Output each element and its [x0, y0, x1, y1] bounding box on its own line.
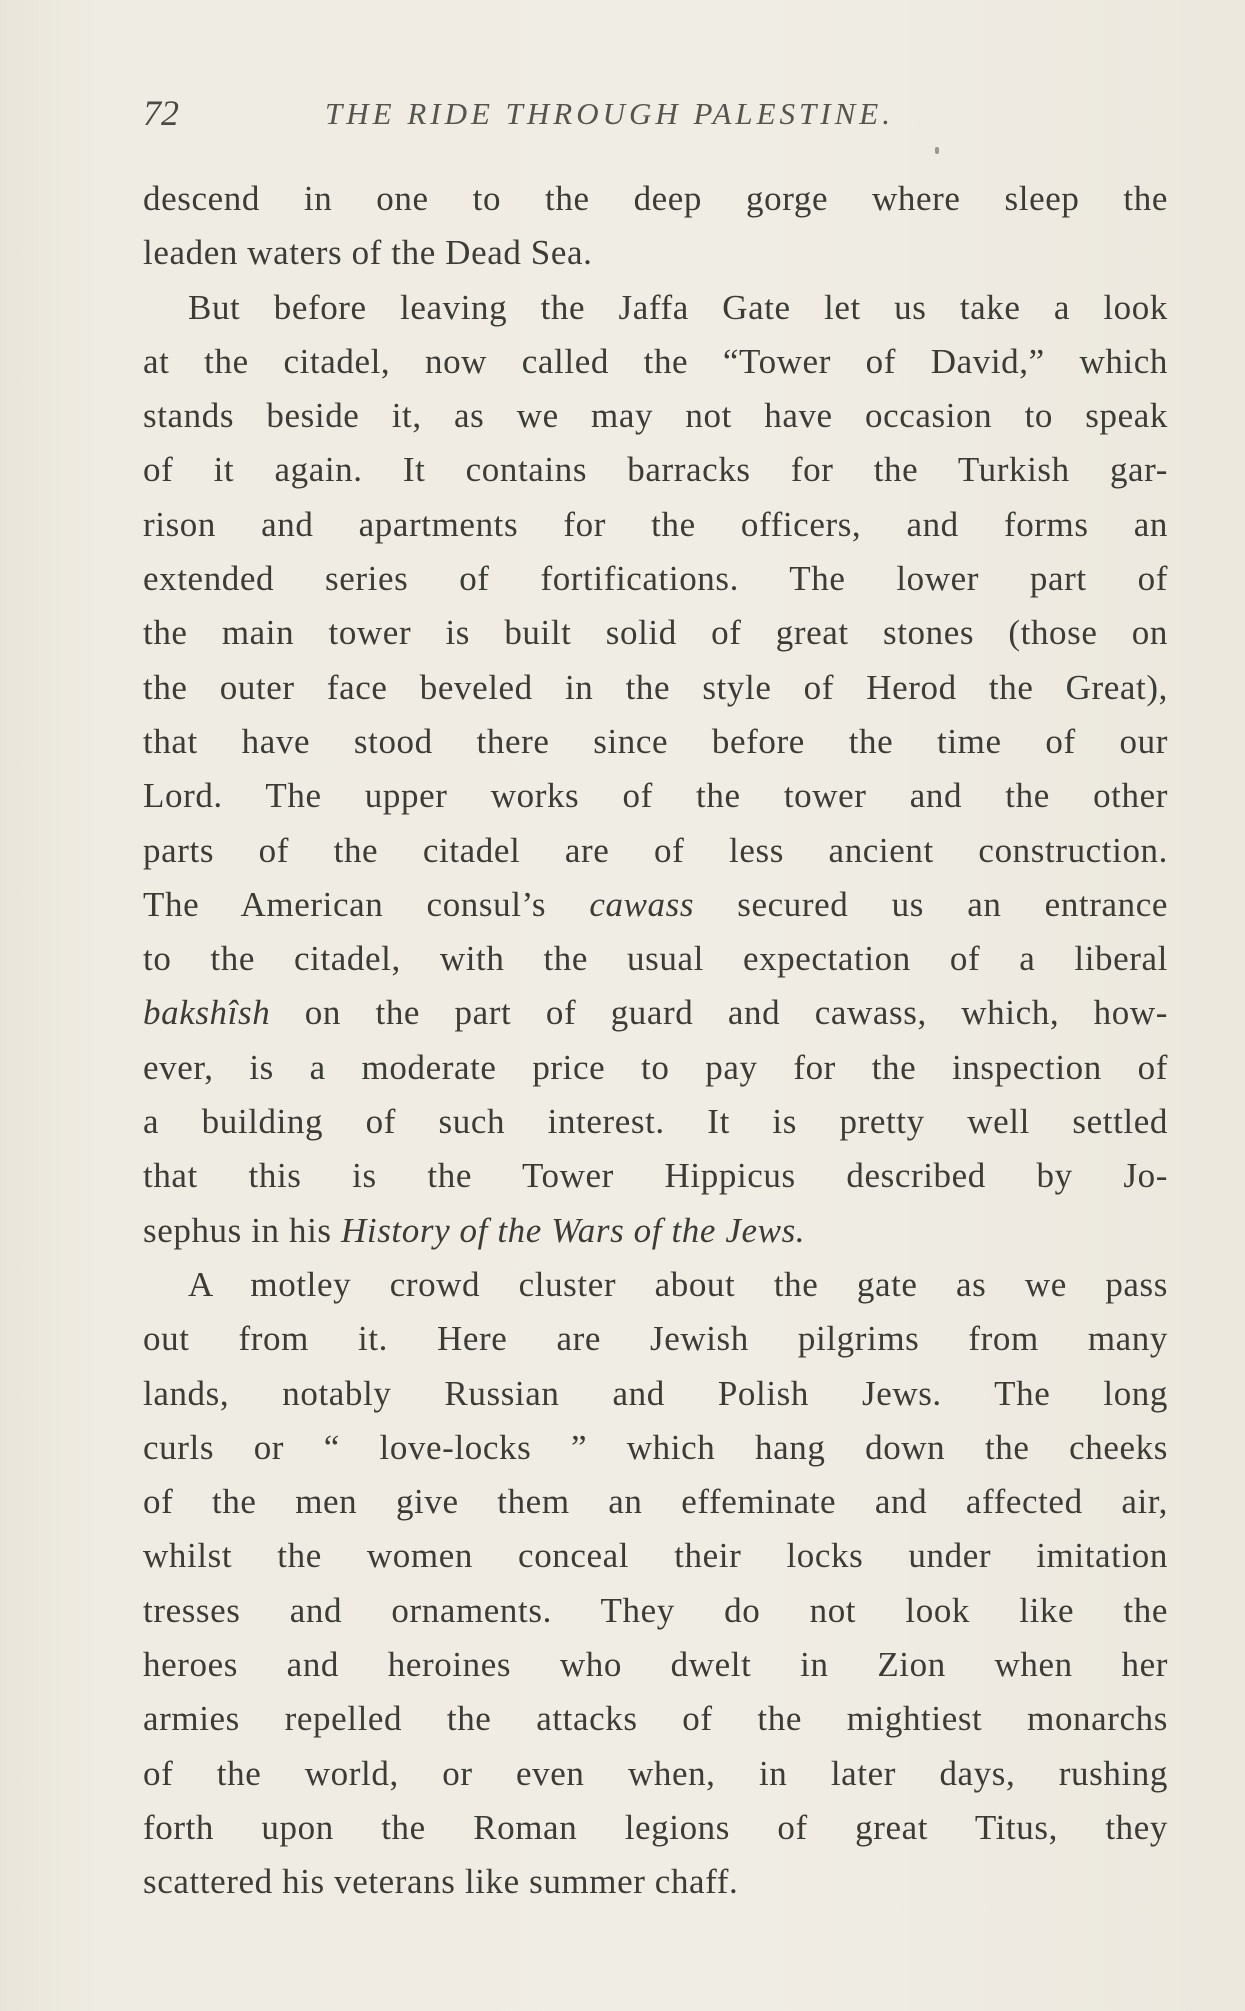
- text-run: descend in one to the deep gorge where sleep the: [143, 179, 1168, 218]
- text-line: [143, 1041, 1168, 1095]
- paper-speck: [935, 147, 939, 154]
- text-run: Lord. The upper works of the tower and the other: [143, 776, 1168, 816]
- text-line: [143, 986, 1168, 1040]
- page-number: 72: [143, 93, 179, 133]
- text-run: the outer face beveled in the style of Herod the Great),: [143, 667, 1168, 707]
- text-run: of it again. It contains barracks for the Turkish gar-: [143, 450, 1168, 490]
- text-line: [143, 824, 1168, 878]
- text-run: secured us an entrance: [694, 884, 1168, 924]
- text-run: forth upon the Roman legions of great Titus, they: [143, 1807, 1168, 1847]
- text-run: sephus in his: [143, 1210, 341, 1250]
- text-line: [143, 1529, 1168, 1583]
- text-line: [143, 281, 1168, 335]
- text-run: to the citadel, with the usual expectation of a liberal: [143, 939, 1168, 979]
- text-run: of the men give them an effeminate and affected air,: [143, 1482, 1168, 1522]
- text-run: heroes and heroines who dwelt in Zion when her: [143, 1645, 1168, 1685]
- text-run: A motley crowd cluster about the gate as we pass: [188, 1264, 1168, 1304]
- text-line: [143, 1584, 1168, 1638]
- text-line: [143, 226, 1168, 280]
- text-line: [143, 1801, 1168, 1855]
- text-line: [143, 1312, 1168, 1366]
- text-line: [143, 1149, 1168, 1203]
- text-line: [143, 1747, 1168, 1801]
- text-line: [143, 769, 1168, 823]
- text-run: armies repelled the attacks of the mightiest monarchs: [143, 1699, 1168, 1739]
- text-line: [143, 661, 1168, 715]
- text-line: [143, 1258, 1168, 1312]
- running-title: THE RIDE THROUGH PALESTINE.: [325, 96, 894, 131]
- text-line: [143, 932, 1168, 986]
- text-run: a building of such interest. It is pretty well settled: [143, 1102, 1168, 1142]
- running-head: [143, 92, 1168, 142]
- italic-text: History of the Wars of the Jews.: [341, 1210, 806, 1250]
- text-run: tresses and ornaments. They do not look like the: [143, 1590, 1168, 1630]
- text-line: [143, 335, 1168, 389]
- text-run: extended series of fortifications. The lower part of: [143, 559, 1168, 599]
- text-line: [143, 715, 1168, 769]
- text-run: But before leaving the Jaffa Gate let us take a look: [188, 287, 1168, 327]
- text-line: [143, 1692, 1168, 1746]
- text-line: [143, 389, 1168, 443]
- text-line: [143, 1095, 1168, 1149]
- text-line: [143, 498, 1168, 552]
- text-run: rison and apartments for the officers, and forms an: [143, 504, 1168, 544]
- text-line: [143, 1475, 1168, 1529]
- text-line: [143, 1855, 1168, 1909]
- text-run: ever, is a moderate price to pay for the inspection of: [143, 1047, 1168, 1087]
- text-line: [143, 443, 1168, 497]
- text-line: [143, 172, 1168, 226]
- text-run: stands beside it, as we may not have occasion to speak: [143, 396, 1168, 436]
- text-run: parts of the citadel are of less ancient construction.: [143, 830, 1168, 870]
- italic-text: cawass: [589, 884, 695, 924]
- text-run: of the world, or even when, in later days, rushing: [143, 1753, 1168, 1793]
- text-run: The American consul’s: [143, 884, 590, 924]
- text-run: out from it. Here are Jewish pilgrims from many: [143, 1319, 1168, 1359]
- text-line: [143, 1204, 1168, 1258]
- text-line: [143, 1421, 1168, 1475]
- text-run: lands, notably Russian and Polish Jews. The long: [143, 1373, 1168, 1413]
- text-run: scattered his veterans like summer chaff.: [143, 1862, 739, 1902]
- body-text: [143, 172, 1168, 1910]
- text-run: leaden waters of the Dead Sea.: [143, 233, 593, 273]
- text-run: that have stood there since before the time of our: [143, 721, 1168, 761]
- text-run: at the citadel, now called the “Tower of David,” which: [143, 341, 1168, 381]
- text-run: that this is the Tower Hippicus described by Jo-: [143, 1156, 1168, 1196]
- text-line: [143, 1638, 1168, 1692]
- text-run: whilst the women conceal their locks under imitation: [143, 1536, 1168, 1576]
- text-line: [143, 552, 1168, 606]
- text-line: [143, 1367, 1168, 1421]
- text-run: the main tower is built solid of great stones (those on: [143, 613, 1168, 653]
- text-run: on the part of guard and cawass, which, how-: [270, 993, 1168, 1033]
- text-run: curls or “ love-locks ” which hang down the cheeks: [143, 1427, 1168, 1467]
- text-line: [143, 606, 1168, 660]
- italic-text: bakshîsh: [143, 993, 271, 1033]
- text-line: [143, 878, 1168, 932]
